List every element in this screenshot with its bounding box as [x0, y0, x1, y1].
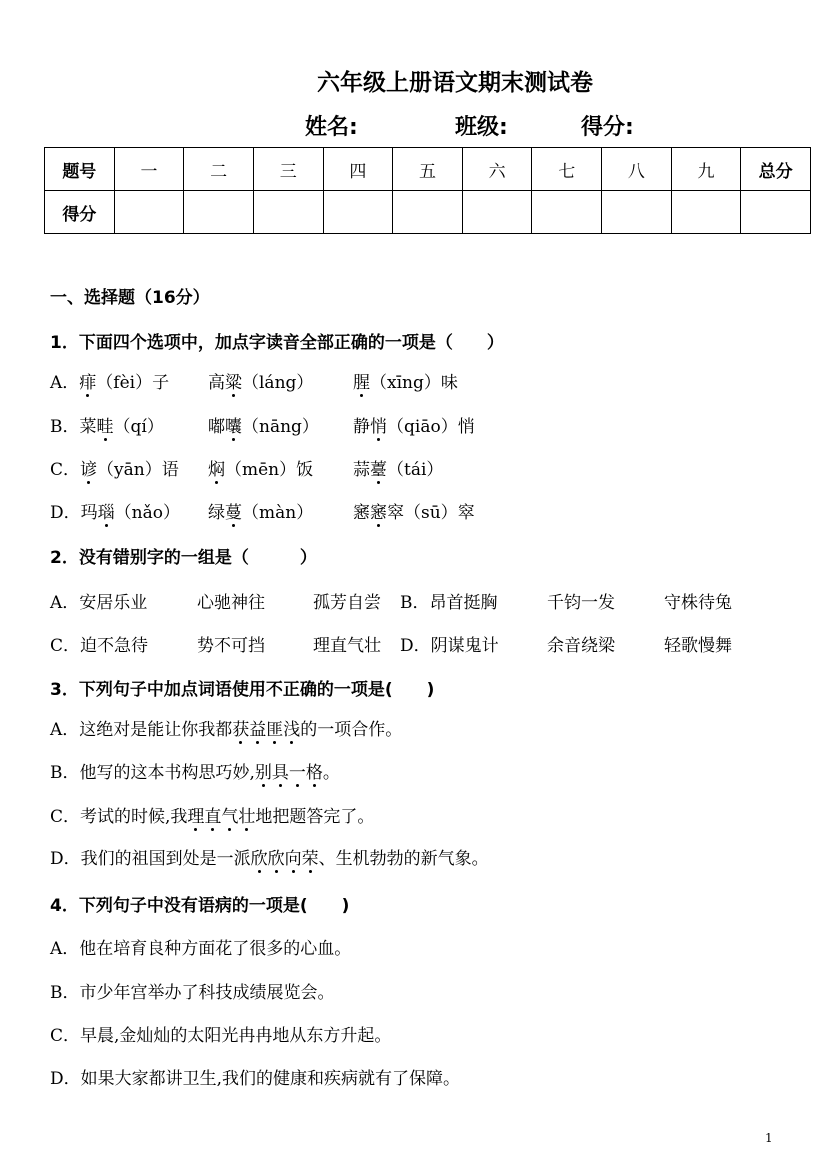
text-segment: B．菜 — [50, 417, 97, 437]
table-cell: 五 — [393, 148, 463, 191]
dotted-char: 别 — [254, 763, 272, 783]
dotted-char: 瑙 — [97, 503, 115, 523]
page-number: 1 — [765, 1131, 773, 1145]
score-cell — [741, 191, 811, 234]
q3-option-b — [50, 761, 340, 785]
option-item: 千钧一发 — [547, 593, 615, 613]
dotted-char: 具 — [271, 763, 289, 783]
option-item: 势不可挡 — [197, 636, 265, 656]
text-segment: 蒜 — [353, 460, 370, 480]
option-item: C．迫不急待 — [50, 636, 149, 656]
option-item: 轻歌慢舞 — [664, 636, 732, 656]
section-title: 一、选择题（16分） — [50, 288, 210, 308]
table-cell: 二 — [184, 148, 254, 191]
dotted-char: 囔 — [225, 417, 242, 437]
dotted-char: 畦 — [96, 417, 114, 437]
q3-option-a — [50, 718, 402, 742]
table-cell: 一 — [114, 148, 184, 191]
dotted-char: 直 — [204, 807, 222, 827]
text-segment: （fèi）子 — [96, 373, 170, 393]
option-item — [208, 415, 319, 439]
text-segment: 的一项合作。 — [300, 720, 403, 740]
dotted-char: 窸 — [370, 503, 387, 523]
table-cell: 三 — [253, 148, 323, 191]
option-item — [50, 371, 169, 395]
option-item: 余音绕梁 — [547, 636, 615, 656]
dotted-char: 粱 — [225, 373, 242, 393]
option-item — [208, 458, 313, 482]
text-segment: （tái） — [387, 460, 444, 480]
text-segment: 地把题答完了。 — [255, 807, 375, 827]
text-segment: 静 — [353, 417, 370, 437]
name-label: 姓名: — [305, 115, 358, 140]
score-cell — [114, 191, 184, 234]
option-item: 孤芳自尝 — [313, 593, 381, 613]
option-item: 心驰神往 — [197, 593, 265, 613]
option-item — [50, 501, 180, 525]
dotted-char: 壮 — [238, 807, 256, 827]
option-item: 理直气壮 — [313, 636, 381, 656]
text-segment: （xīng）味 — [370, 373, 458, 393]
dotted-char: 向 — [284, 849, 302, 869]
table-cell: 八 — [602, 148, 672, 191]
score-cell — [602, 191, 672, 234]
text-segment: 窣（sū）窣 — [387, 503, 475, 523]
text-segment: C．考试的时候,我 — [50, 807, 188, 827]
dotted-char: 匪 — [266, 720, 284, 740]
dotted-char: 腥 — [353, 373, 370, 393]
dotted-char: 益 — [249, 720, 267, 740]
option-item: A．安居乐业 — [50, 593, 148, 613]
dotted-char: 蔓 — [225, 503, 242, 523]
table-cell: 总分 — [741, 148, 811, 191]
option-item: D．阴谋鬼计 — [400, 636, 499, 656]
score-cell — [184, 191, 254, 234]
dotted-char: 欣 — [250, 849, 268, 869]
table-cell: 九 — [671, 148, 741, 191]
dotted-char: 一 — [288, 763, 306, 783]
table-cell: 四 — [323, 148, 393, 191]
score-cell — [462, 191, 532, 234]
table-cell: 得分 — [45, 191, 115, 234]
option-item — [208, 371, 313, 395]
option-item — [353, 415, 475, 439]
q4-option-c: C．早晨,金灿灿的太阳光冉冉地从东方升起。 — [50, 1026, 392, 1046]
question-2-stem: 2．没有错别字的一组是（ ） — [50, 548, 317, 568]
text-segment: 窸 — [353, 503, 370, 523]
q4-option-d: D．如果大家都讲卫生,我们的健康和疾病就有了保障。 — [50, 1069, 461, 1089]
text-segment: A． — [50, 373, 80, 393]
q4-option-a: A．他在培育良种方面花了很多的心血。 — [50, 939, 352, 959]
text-segment: C． — [50, 460, 81, 480]
class-label: 班级: — [455, 115, 508, 140]
score-cell — [323, 191, 393, 234]
option-item: 守株待兔 — [664, 593, 732, 613]
text-segment: A．这绝对是能让你我都 — [50, 720, 233, 740]
question-1-stem: 1．下面四个选项中，加点字读音全部正确的一项是（ ） — [50, 333, 504, 353]
dotted-char: 薹 — [370, 460, 387, 480]
option-item — [353, 458, 443, 482]
dotted-char: 欣 — [267, 849, 285, 869]
score-cell — [393, 191, 463, 234]
exam-title: 六年级上册语文期末测试卷 — [317, 70, 593, 96]
q4-option-b: B．市少年宫举办了科技成绩展览会。 — [50, 983, 335, 1003]
option-item — [50, 458, 179, 482]
dotted-char: 浅 — [283, 720, 301, 740]
option-item — [353, 371, 458, 395]
dotted-char: 理 — [187, 807, 205, 827]
text-segment: D．玛 — [50, 503, 98, 523]
option-item — [50, 415, 164, 439]
score-cell — [671, 191, 741, 234]
text-segment: D．我们的祖国到处是一派 — [50, 849, 251, 869]
text-segment: 绿 — [208, 503, 225, 523]
dotted-char: 格 — [305, 763, 323, 783]
text-segment: （qí） — [113, 417, 164, 437]
text-segment: 嘟 — [208, 417, 225, 437]
text-segment: B．他写的这本书构思巧妙, — [50, 763, 255, 783]
dotted-char: 气 — [221, 807, 239, 827]
option-item — [208, 501, 313, 525]
table-row-header — [45, 148, 811, 191]
text-segment: （yān）语 — [97, 460, 179, 480]
question-4-stem: 4．下列句子中没有语病的一项是( ) — [50, 896, 350, 916]
table-row-score — [45, 191, 811, 234]
score-cell — [532, 191, 602, 234]
text-segment: 高 — [208, 373, 225, 393]
dotted-char: 悄 — [370, 417, 387, 437]
text-segment: （mēn）饭 — [225, 460, 314, 480]
q3-option-d — [50, 847, 489, 871]
text-segment: （qiāo）悄 — [387, 417, 475, 437]
dotted-char: 痱 — [79, 373, 97, 393]
score-cell — [253, 191, 323, 234]
question-3-stem: 3．下列句子中加点词语使用不正确的一项是( ) — [50, 680, 435, 700]
score-table — [44, 147, 811, 234]
score-label: 得分: — [581, 115, 634, 140]
text-segment: 。 — [322, 763, 340, 783]
text-segment: （láng） — [242, 373, 314, 393]
text-segment: 、生机勃勃的新气象。 — [318, 849, 489, 869]
option-item — [353, 501, 475, 525]
table-cell: 七 — [532, 148, 602, 191]
text-segment: （nǎo） — [114, 503, 180, 523]
dotted-char: 荣 — [301, 849, 319, 869]
table-cell: 题号 — [45, 148, 115, 191]
dotted-char: 获 — [232, 720, 250, 740]
option-item: B．昂首挺胸 — [400, 593, 498, 613]
text-segment: （màn） — [242, 503, 314, 523]
q3-option-c — [50, 805, 374, 829]
text-segment: （nāng） — [242, 417, 319, 437]
dotted-char: 焖 — [208, 460, 225, 480]
dotted-char: 谚 — [80, 460, 98, 480]
table-cell: 六 — [462, 148, 532, 191]
